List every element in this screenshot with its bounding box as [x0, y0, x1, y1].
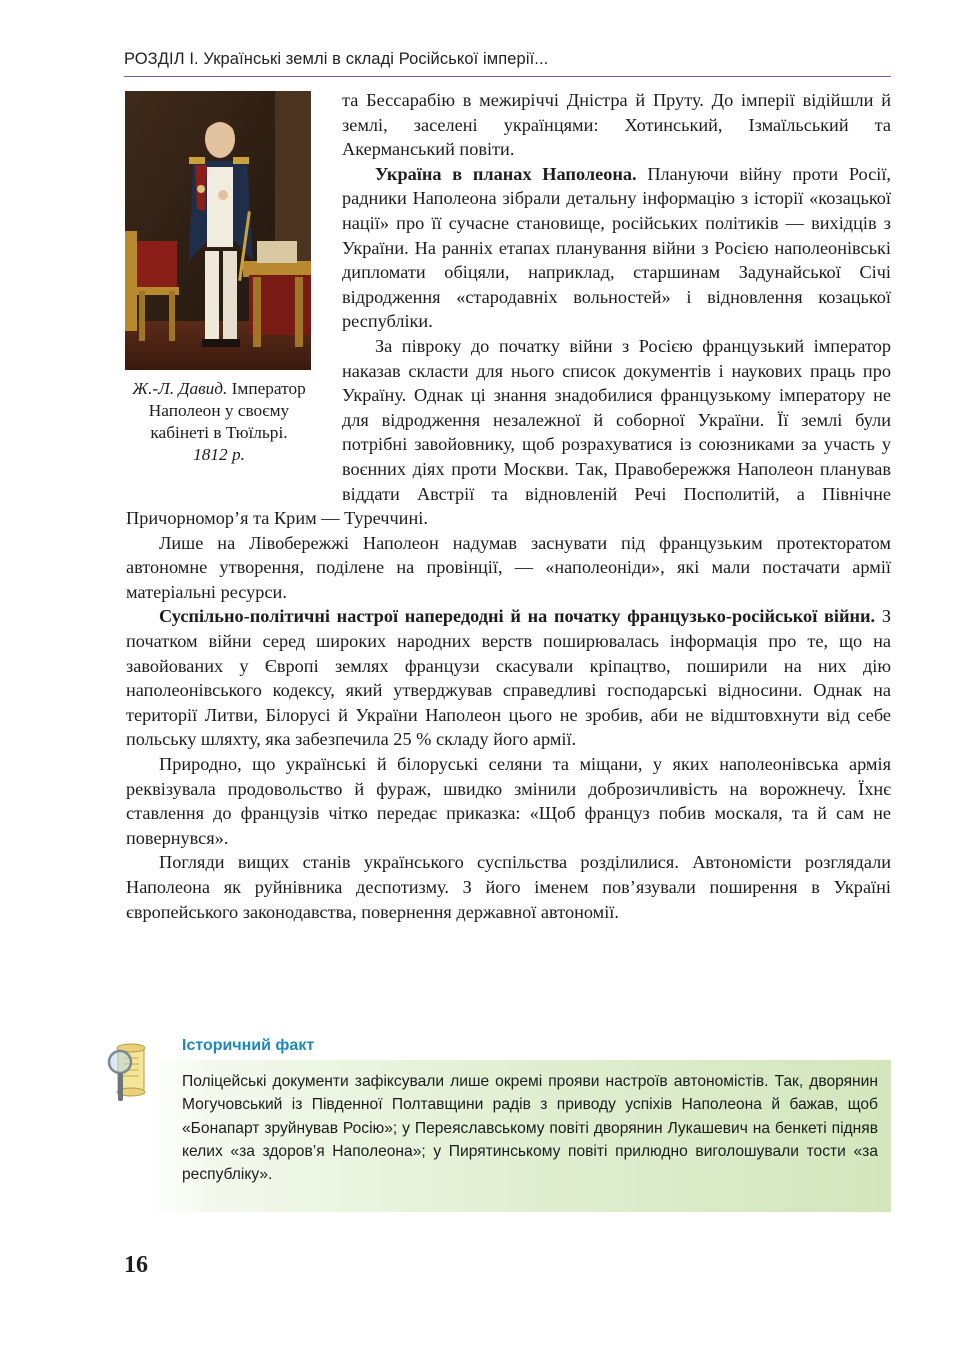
paragraph-2-text: Плануючи війну проти Росії, радники Наполеона зібрали детальну інформацію з історії «козацької нації» про її сучасне становище, російських політиків — вихідців з України. На ранніх етапах планування війни з Росією наполеонівські дипломати обіцяли, наприклад, старшинам Задунайської Січі відродження «стародавніх вольностей» і відновлення козацької республіки. [342, 163, 891, 332]
caption-title: Імператор Наполеон у своєму кабінеті в Тюїльрі. [148, 379, 306, 442]
scroll-magnifier-icon [104, 1040, 154, 1108]
page-number: 16 [124, 1252, 148, 1278]
paragraph-3: За півроку до початку війни з Росією французький імператор наказав скласти для нього список документів і наукових праць про Україну. Однак ці знання знадобилися французькому імператору не для відродження незалежної й соборної України. Її землі були потрібні завойовнику, щоб розрахуватися із союзниками за участь у воєнних діях проти Москви. Так, Правобережжя Наполеон планував віддати Австрії та відновленій Речі Посполитій, а Північне Причорномор’я та Крим — Туреччині. [126, 335, 891, 529]
section-heading-moods: Суспільно-політичні настрої напередодні й на початку французько-російської війни. [159, 606, 876, 627]
paragraph-6: Природно, що українські й білоруські селяни та міщани, у яких наполеонівська армія реквізувала продовольство й фураж, швидко змінили доброзичливість на ворожнечу. Їхнє ставлення до французів чітко передає приказка: «Щоб француз побив москаля, та й сам не повернувся». [126, 754, 891, 848]
paragraph-7: Погляди вищих станів українського суспільства розділилися. Автономісти розглядали Наполеона як руйнівника деспотизму. З його іменем пов’язували поширення в Україні європейського законодавства, повернення державної автономії. [126, 852, 891, 922]
paragraph-4: Лише на Лівобережжі Наполеон надумав заснувати під французьким протекторатом автономне утворення, поділене на провінції, — «наполеоніди», які мали постачати армії матеріальні ресурси. [126, 532, 891, 602]
header-rule [124, 76, 891, 77]
caption-author: Ж.-Л. Давид. [132, 379, 228, 398]
section-heading-ukraine-in-plans: Україна в планах Наполеона. [375, 163, 637, 184]
caption-year: 1812 р. [193, 445, 245, 464]
paragraph-1: та Бессарабію в межиріччі Дністра й Пруту. До імперії відійшли й землі, заселені українцями: Хотинський, Ізмаїльський та Акерманський повіти. [342, 90, 891, 160]
fact-text: Поліцейські документи зафіксували лише окремі прояви настроїв автономістів. Так, дворянин Могучовський із Південної Полтавщини радів з приводу успіхів Наполеона й бажав, щоб «Бонапарт зруйнував Росію»; у Переяславському повіті дворянин Лукашевич на бенкеті підняв келих «за здоров’я Наполеона»; у Пирятинському повіті прилюдно виголошували тости «за республіку». [182, 1073, 878, 1184]
main-text [126, 88, 891, 924]
running-header: РОЗДІЛ І. Українські землі в складі Російської імперії... [124, 50, 549, 68]
fact-title: Історичний факт [182, 1037, 315, 1054]
paragraph-5 [126, 604, 891, 752]
paragraph-5-text: З початком війни серед широких народних верств поширювалась інформація про те, що на завойованих у Європі землях французи скасували кріпацтво, поширили на них дію наполеонівського кодексу, який утверджував справедливі господарські відносини. Однак на території Литви, Білорусі й України Наполеон цього не зробив, аби не відштовхнути від себе польську шляхту, яка забезпечила 25 % складу його армії. [126, 606, 892, 750]
